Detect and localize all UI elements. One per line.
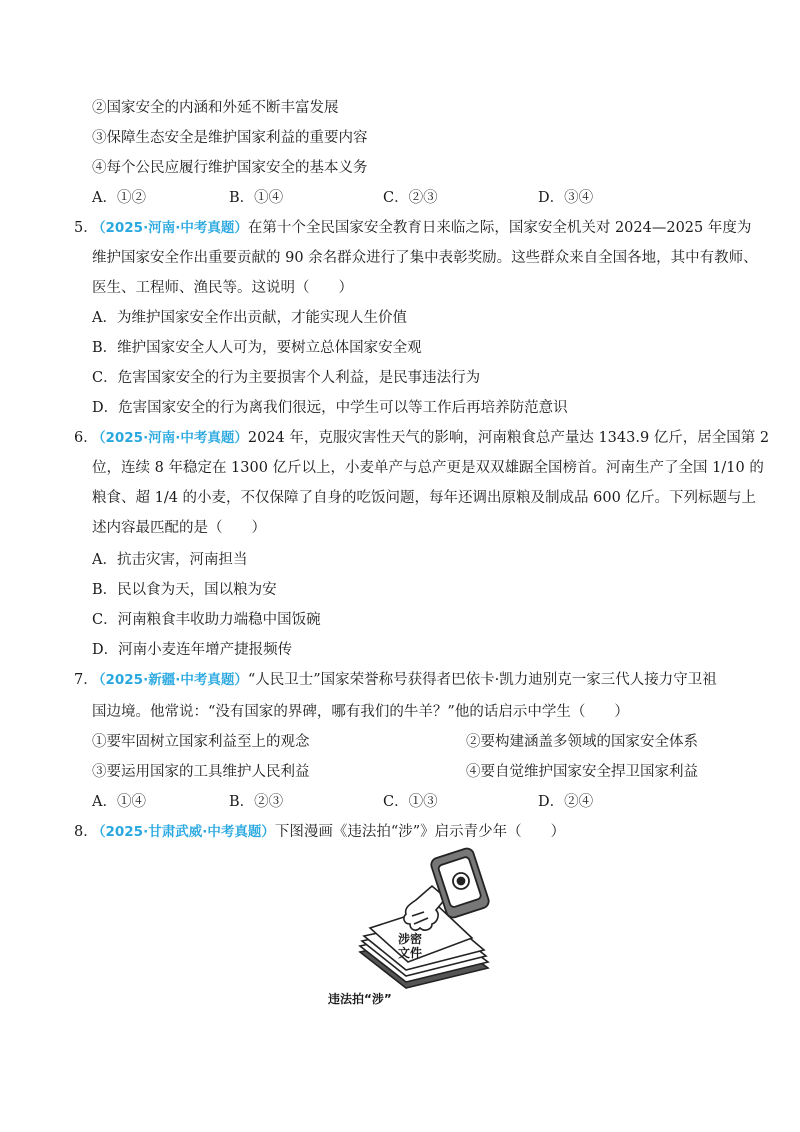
q7-number: 7． xyxy=(74,672,98,688)
q4-choice-c[interactable]: C．②③ xyxy=(383,190,438,206)
q7-statement-3: ③要运用国家的工具维护人民利益 xyxy=(92,764,310,780)
q6-option-a[interactable]: A．抗击灾害，河南担当 xyxy=(92,552,248,568)
q5-stem-line-2: 维护国家安全作出重要贡献的 90 余名群众进行了集中表彰奖励。这些群众来自全国各地，其中有教师、 xyxy=(92,250,758,266)
q6-stem-line-1 xyxy=(92,428,769,448)
q6-option-b[interactable]: B．民以食为天，国以粮为安 xyxy=(92,582,277,598)
q5-option-b[interactable]: B．维护国家安全人人可为，要树立总体国家安全观 xyxy=(92,340,422,356)
q5-option-d[interactable]: D．危害国家安全的行为离我们很远，中学生可以等工作后再培养防范意识 xyxy=(92,400,568,416)
q4-statement-3: ③保障生态安全是维护国家利益的重要内容 xyxy=(92,130,368,146)
q7-choice-c[interactable]: C．①③ xyxy=(383,794,438,810)
q7-choice-b[interactable]: B．②③ xyxy=(229,794,284,810)
q7-choice-d[interactable]: D．②④ xyxy=(538,794,594,810)
q4-choice-d[interactable]: D．③④ xyxy=(538,190,594,206)
q6-source: （2025·河南·中考真题） xyxy=(92,430,248,446)
q7-statement-2: ②要构建涵盖多领域的国家安全体系 xyxy=(466,734,698,750)
q7-source: （2025·新疆·中考真题） xyxy=(92,672,248,688)
q5-number: 5． xyxy=(74,220,98,236)
q6-stem-line-3: 粮食、超 1/4 的小麦，不仅保障了自身的吃饭问题，每年还调出原粮及制成品 600 亿斤。下列标题与上 xyxy=(92,490,756,506)
q6-stem-line-4: 述内容最匹配的是（ ） xyxy=(92,520,266,536)
q7-statement-1: ①要牢固树立国家利益至上的观念 xyxy=(92,734,310,750)
q5-stem-line-3: 医生、工程师、渔民等。这说明（ ） xyxy=(92,280,353,296)
q4-choice-a[interactable]: A．①② xyxy=(92,190,146,206)
q6-option-c[interactable]: C．河南粮食丰收助力端稳中国饭碗 xyxy=(92,612,321,628)
q8-source: （2025·甘肃武威·中考真题） xyxy=(92,824,275,840)
q8-stem-line-1 xyxy=(92,822,565,842)
q7-choice-a[interactable]: A．①④ xyxy=(92,794,146,810)
cartoon-doc-label xyxy=(398,932,422,960)
q6-stem-line-2: 位，连续 8 年稳定在 1300 亿斤以上，小麦单产与总产更是双双雄踞全国榜首。河南生产了全国 1/10 的 xyxy=(92,460,764,476)
cartoon-doc-text-1: 涉密 xyxy=(398,932,423,946)
q5-option-c[interactable]: C．危害国家安全的行为主要损害个人利益，是民事违法行为 xyxy=(92,370,481,386)
q5-source: （2025·河南·中考真题） xyxy=(92,220,248,236)
q6-option-d[interactable]: D．河南小麦连年增产捷报频传 xyxy=(92,642,293,658)
cartoon-caption: 违法拍“涉” xyxy=(328,992,392,1006)
q7-text-1: “人民卫士”国家荣誉称号获得者巴依卡·凯力迪别克一家三代人接力守卫祖 xyxy=(247,672,717,688)
cartoon-doc-text-2: 文件 xyxy=(398,946,423,960)
q6-text-1: 2024 年，克服灾害性天气的影响，河南粮食总产量达 1343.9 亿斤，居全国第 2 xyxy=(247,430,770,446)
q7-statement-4: ④要自觉维护国家安全捍卫国家利益 xyxy=(466,764,698,780)
q8-text-1: 下图漫画《违法拍“涉”》启示青少年（ ） xyxy=(274,824,566,840)
q7-stem-line-1 xyxy=(92,670,717,690)
q6-number: 6． xyxy=(74,430,98,446)
q8-number: 8． xyxy=(74,824,98,840)
q5-text-1: 在第十个全民国家安全教育日来临之际，国家安全机关对 2024—2025 年度为 xyxy=(247,220,752,236)
q5-option-a[interactable]: A．为维护国家安全作出贡献，才能实现人生价值 xyxy=(92,310,407,326)
q4-statement-2: ②国家安全的内涵和外延不断丰富发展 xyxy=(92,100,339,116)
q7-stem-line-2: 国边境。他常说：“没有国家的界碑，哪有我们的牛羊？”他的话启示中学生（ ） xyxy=(92,704,629,720)
q4-choice-b[interactable]: B．①④ xyxy=(229,190,284,206)
q5-stem-line-1 xyxy=(92,218,751,238)
q4-statement-4: ④每个公民应履行维护国家安全的基本义务 xyxy=(92,160,368,176)
